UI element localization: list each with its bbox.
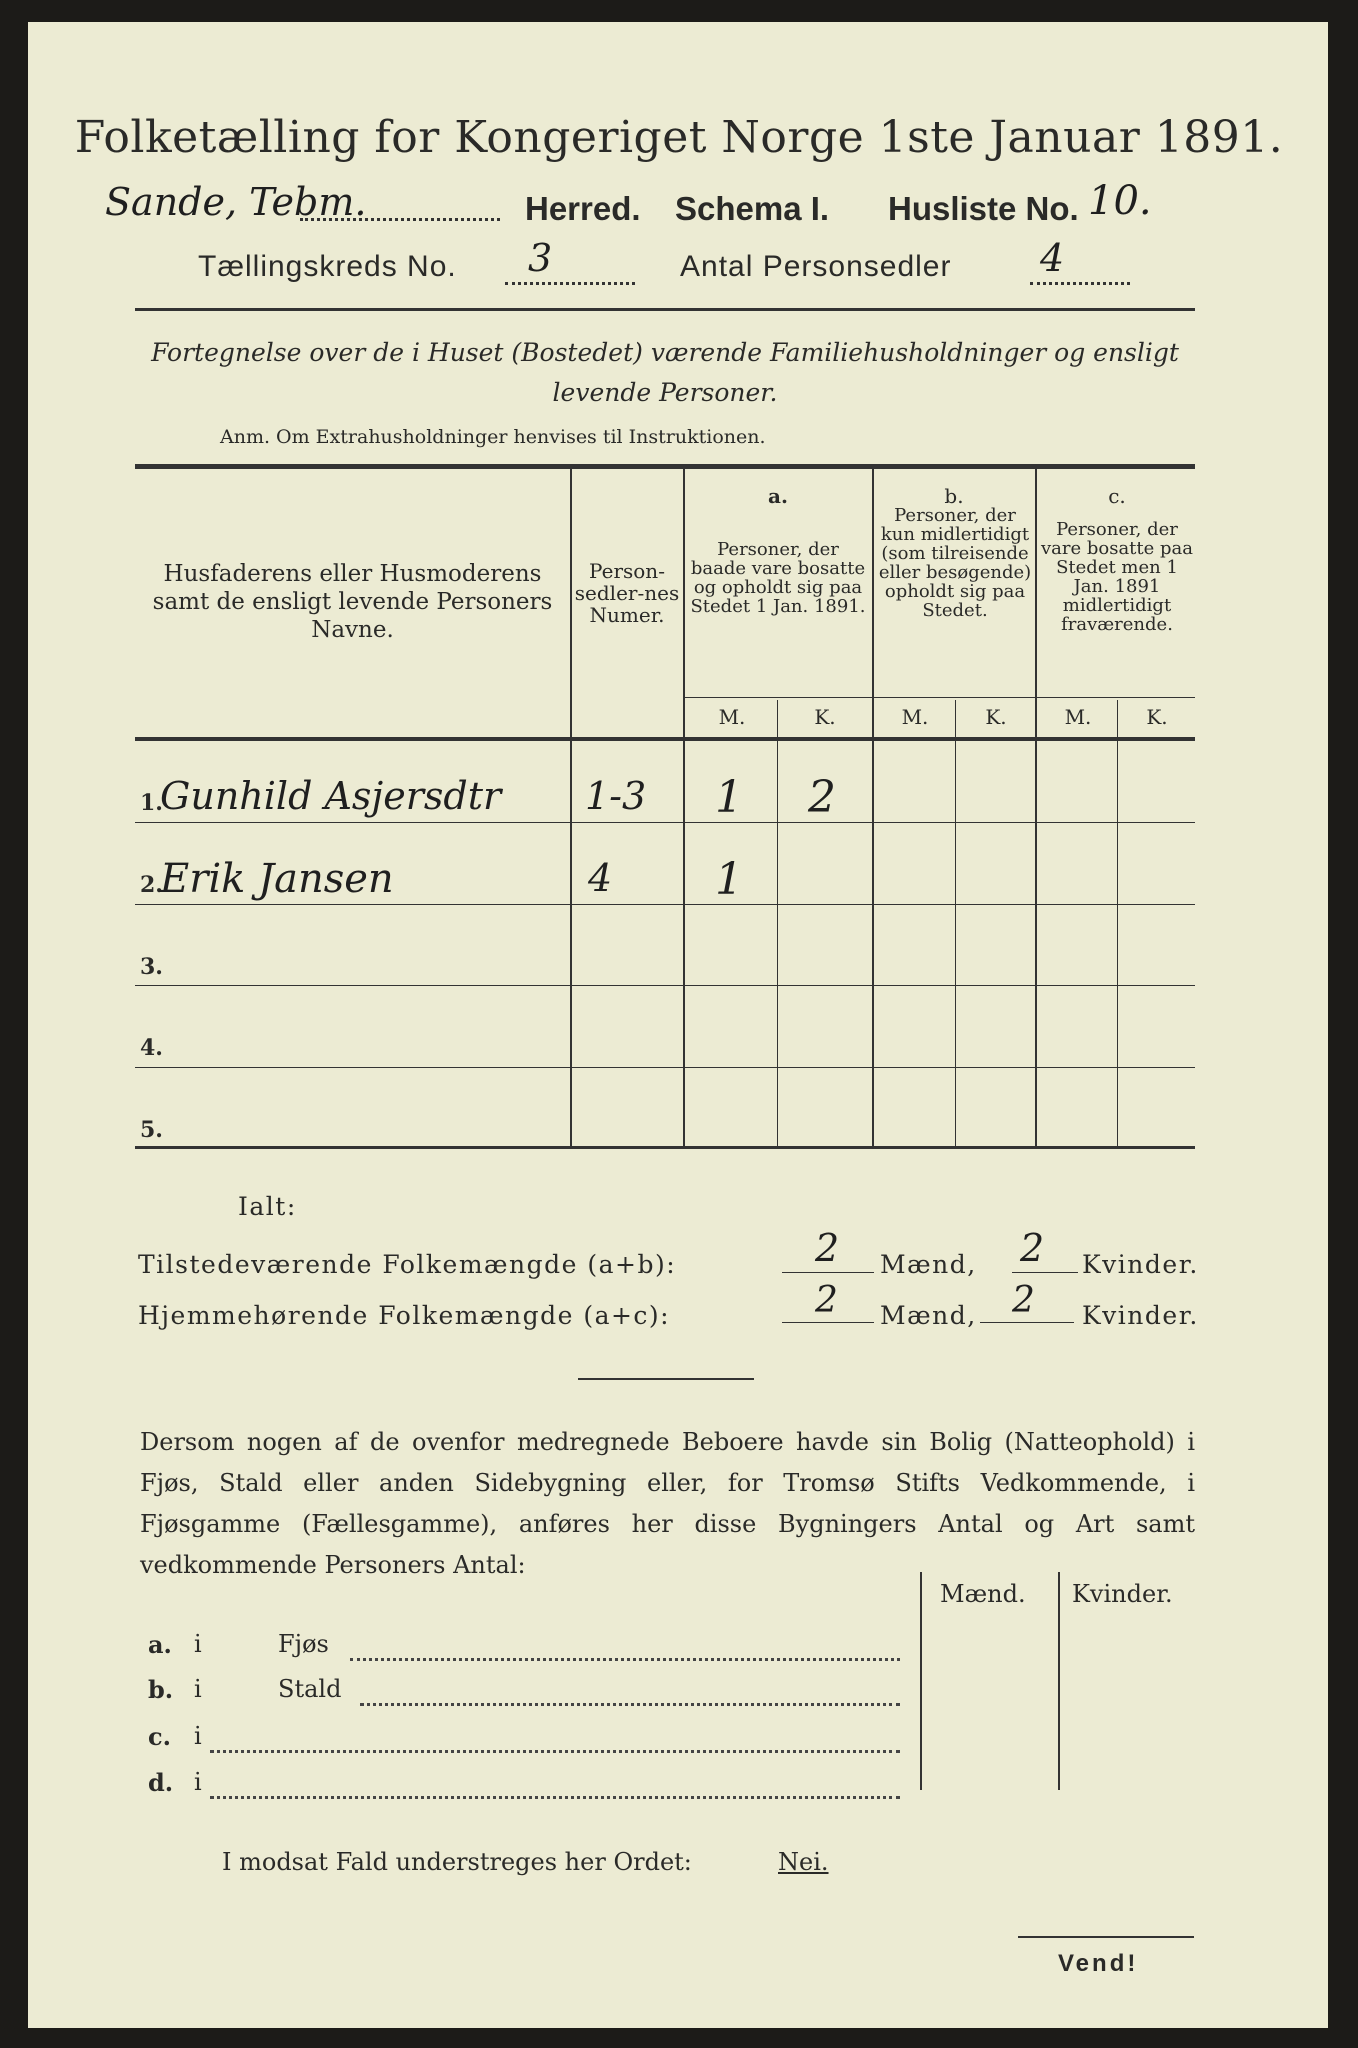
anm-note: Anm. Om Extrahusholdninger henvises til Instruktionen. — [220, 426, 766, 448]
antal-label: Antal Personsedler — [680, 250, 952, 283]
kreds-dots — [505, 254, 635, 285]
herred-value: Sande, Tebm. — [105, 180, 367, 224]
building-letter: b. — [148, 1675, 174, 1704]
closing-word-nei: Nei. — [778, 1848, 829, 1876]
building-i: i — [194, 1630, 202, 1658]
col-b-header: Personer, der kun midlertidigt (som tilreisende eller besøgende) opholdt sig paa Stedet. — [878, 505, 1032, 621]
row-rule-4 — [135, 1067, 1195, 1068]
buildings-kvinder-header: Kvinder. — [1072, 1580, 1173, 1608]
col-divider-c-mk — [1117, 700, 1118, 1148]
col-a-m: M. — [718, 705, 746, 729]
hjemme-kvinder: Kvinder. — [1082, 1301, 1199, 1330]
col-b-m: M. — [901, 705, 929, 729]
kreds-value: 3 — [528, 236, 553, 280]
hjemme-k: 2 — [1012, 1280, 1035, 1321]
hjemme-m: 2 — [815, 1280, 838, 1321]
tilstede-m-line — [782, 1272, 874, 1273]
tilstede-k-line — [1012, 1272, 1078, 1273]
col-c-header: Personer, der vare bosatte paa Stedet men 1 Jan. 1891 midlertidigt fraværende. — [1040, 519, 1194, 635]
mk-header-rule — [683, 697, 1195, 698]
col-divider-a — [872, 469, 874, 1149]
building-i: i — [194, 1768, 202, 1796]
row-a-m: 1 — [715, 772, 743, 823]
building-dots — [350, 1636, 900, 1661]
col-b-letter: b. — [944, 484, 964, 508]
row-number: 4. — [140, 1035, 163, 1061]
row-name: Erik Jansen — [160, 856, 394, 902]
building-label: Fjøs — [278, 1630, 329, 1658]
herred-label: Herred. — [525, 190, 641, 227]
col-c-letter: c. — [1108, 484, 1126, 508]
col-divider-name — [570, 469, 572, 1149]
husliste-label: Husliste No. — [888, 190, 1079, 227]
row-a-m: 1 — [715, 854, 743, 905]
antal-value: 4 — [1040, 236, 1065, 280]
col-a-header: Personer, der baade vare bosatte og opholdt sig paa Stedet 1 Jan. 1891. — [690, 539, 866, 617]
row-number: 1. — [140, 790, 163, 816]
hjemme-m-line — [782, 1322, 874, 1323]
hjemme-k-line — [980, 1322, 1074, 1323]
building-i: i — [194, 1722, 202, 1750]
tilstede-maend: Mænd, — [880, 1250, 977, 1279]
closing-text: I modsat Fald understreges her Ordet: — [222, 1848, 692, 1876]
col-b-k: K. — [985, 705, 1007, 729]
building-letter: c. — [148, 1722, 171, 1751]
tilstede-kvinder: Kvinder. — [1082, 1250, 1199, 1279]
row-name: Gunhild Asjersdtr — [160, 774, 502, 818]
col-name-header: Husfaderens eller Husmoderens samt de ensligt levende Personers Navne. — [152, 561, 553, 643]
row-numer: 4 — [588, 856, 613, 900]
husliste-value: 10. — [1088, 178, 1152, 224]
hjemme-label: Hjemmehørende Folkemængde (a+c): — [138, 1301, 671, 1330]
buildings-maend-header: Mænd. — [940, 1580, 1026, 1608]
col-divider-b-mk — [955, 700, 956, 1148]
row-rule-1 — [135, 822, 1195, 823]
sidebuilding-paragraph: Dersom nogen af de ovenfor medregnede Beboere havde sin Bolig (Natteophold) i Fjøs, Stald eller anden Sidebygning eller, for Tromsø Stifts Vedkommende, i Fjøsgamme (Fællesgamme), anføres her disse Bygningers Antal og Art samt vedkommende Personers Antal: — [140, 1428, 1195, 1579]
tilstede-label: Tilstedeværende Folkemængde (a+b): — [138, 1250, 677, 1279]
building-dots — [210, 1728, 900, 1753]
tilstede-m: 2 — [815, 1226, 840, 1270]
col-divider-b — [1035, 469, 1037, 1149]
schema-label: Schema I. — [675, 190, 830, 227]
antal-dots — [1030, 254, 1130, 285]
row-rule-2 — [135, 904, 1195, 905]
section-divider — [578, 1378, 754, 1380]
building-letter: d. — [148, 1768, 174, 1797]
vend-rule — [1018, 1936, 1194, 1938]
intro-text: Fortegnelse over de i Huset (Bostedet) værende Familiehusholdninger og ensligt levende Personer. — [151, 338, 1179, 407]
col-c-k: K. — [1146, 705, 1168, 729]
buildings-divider-2 — [1058, 1572, 1060, 1790]
row-number: 5. — [140, 1117, 163, 1143]
vend-label: Vend! — [1058, 1950, 1139, 1977]
row-number: 3. — [140, 954, 163, 980]
building-dots — [210, 1774, 900, 1799]
col-a-letter: a. — [768, 484, 788, 508]
row-number: 2. — [140, 872, 163, 898]
form-title: Folketælling for Kongeriget Norge 1ste Januar 1891. — [74, 112, 1284, 163]
col-a-k: K. — [814, 705, 836, 729]
building-label: Stald — [278, 1675, 342, 1703]
row-numer: 1-3 — [585, 774, 647, 818]
col-c-m: M. — [1064, 705, 1092, 729]
building-i: i — [194, 1675, 202, 1703]
ialt-label: Ialt: — [238, 1192, 297, 1221]
herred-dots — [300, 190, 500, 221]
col-divider-num — [683, 469, 685, 1149]
kreds-label: Tællingskreds No. — [198, 250, 457, 283]
building-letter: a. — [148, 1630, 172, 1659]
row-a-k: 2 — [808, 772, 836, 823]
buildings-divider-1 — [920, 1572, 922, 1790]
header-rule — [135, 308, 1195, 311]
tilstede-k: 2 — [1020, 1226, 1045, 1270]
building-dots — [360, 1681, 900, 1706]
col-divider-a-mk — [777, 700, 778, 1148]
row-rule-3 — [135, 985, 1195, 986]
hjemme-maend: Mænd, — [880, 1301, 977, 1330]
col-num-header: Person-sedler-nes Numer. — [574, 559, 680, 627]
